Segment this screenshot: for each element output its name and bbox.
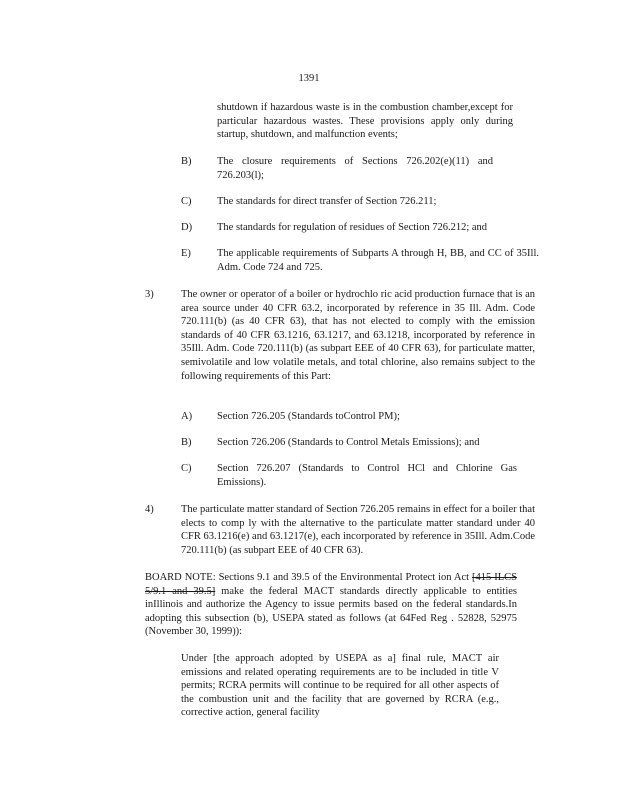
- board-note: [145, 571, 517, 639]
- paragraph-4-particulate-standard: The particulate matter standard of Section 726.205 remains in effect for a boiler that elects to comp ly with the alternative to the particulate matter standard under 40 CFR 63.1216(e) and 63.1217(e), each incorporated by reference in 35Ill. Adm.Code 720.111(b) (as subpart EEE of 40 CFR 63).: [181, 504, 535, 556]
- paragraph-3-area-source: The owner or operator of a boiler or hydrochlo ric acid production furnace that is an area source under 40 CFR 63.2, incorporated by reference in 35 Ill. Adm. Code 720.111(b) (as 40 CFR 63), that has not elected to comply with the emission standards of 40 CFR 63.1216, 63.1217, and 63.1218, incorporated by reference in 35Ill. Adm. Code 720.111(b) (as subpart EEE of 40 CFR 63), for particulate matter, semivolatile and low volatile metals, and total chlorine, also remains subject to the following requirements of this Part:: [181, 289, 535, 382]
- list-item-e-subparts: The applicable requirements of Subparts A through H, BB, and CC of 35Ill. Adm. Code 724 and 725.: [217, 248, 539, 273]
- list-item-b-closure: The closure requirements of Sections 726.202(e)(11) and 726.203(l);: [217, 156, 493, 181]
- list-item-d-residues: The standards for regulation of residues of Section 726.212; and: [217, 222, 488, 233]
- board-note-struck-citation: [415 ILCS 5/9.1 and 39.5]: [145, 572, 517, 597]
- list-item-b-section-726-206: Section 726.206 (Standards to Control Metals Emissions); and: [217, 437, 480, 448]
- board-note-text-end: make the federal MACT standards directly applicable to entities inIllinois and authorize the Agency to issue permits based on the federal standards.In adopting this subsection (b), USEPA stated as follows (at 64Fed Reg . 52828, 52975 (November 30, 1999)):: [145, 585, 518, 638]
- list-label-c-lower: C): [181, 463, 192, 474]
- list-label-b-lower: B): [181, 437, 192, 448]
- list-item-c-direct-transfer: The standards for direct transfer of Section 726.211;: [217, 196, 437, 207]
- list-label-e: E): [181, 248, 191, 259]
- list-item-c-section-726-207: Section 726.207 (Standards to Control HCl and Chlorine Gas Emissions).: [217, 463, 517, 488]
- continuation-paragraph: shutdown if hazardous waste is in the combustion chamber,except for particular hazardous wastes. These provisions apply only during startup, shutdown, and malfunction events;: [217, 102, 513, 141]
- list-label-4: 4): [145, 504, 154, 515]
- list-label-3: 3): [145, 289, 154, 300]
- list-label-a-lower: A): [181, 411, 193, 422]
- board-note-text-start: BOARD NOTE: Sections 9.1 and 39.5 of the Environmental Protect ion Act: [145, 572, 473, 583]
- page-number: 1391: [298, 73, 320, 84]
- list-label-d: D): [181, 222, 193, 233]
- list-item-a-section-726-205: Section 726.205 (Standards toControl PM);: [217, 411, 400, 422]
- list-label-b: B): [181, 156, 192, 167]
- list-label-c: C): [181, 196, 192, 207]
- usepa-quote: Under [the approach adopted by USEPA as a] final rule, MACT air emissions and related operating requirements are to be included in title V permits; RCRA permits will continue to be required for all other aspects of the combustion unit and the facility that are governed by RCRA (e.g., corrective action, general facility: [181, 653, 499, 719]
